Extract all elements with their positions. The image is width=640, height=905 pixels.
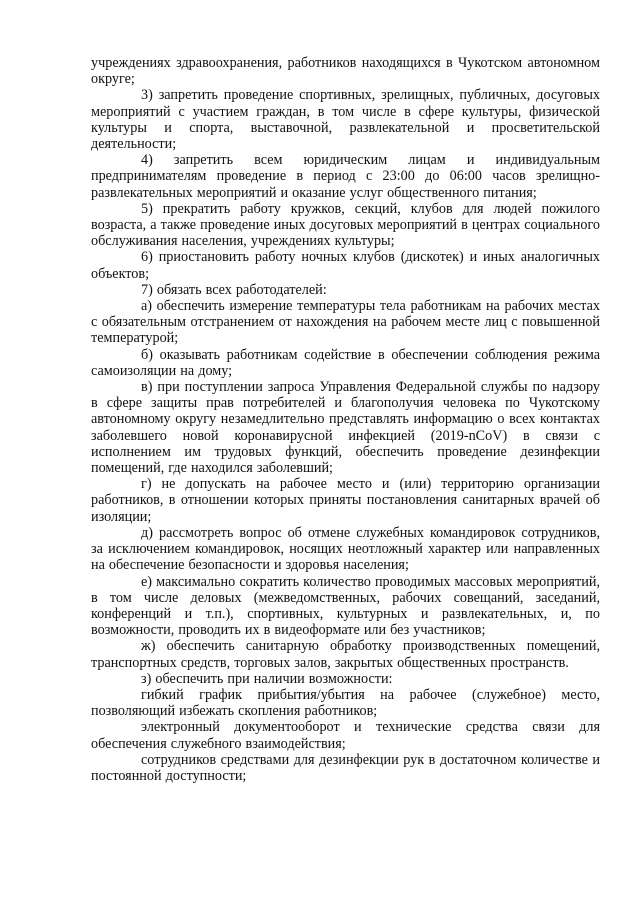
paragraph-subitem-a: а) обеспечить измерение температуры тела работникам на рабочих местах с обязательным отстранением от нахождения на рабочем месте лиц с повышенной температурой; bbox=[91, 298, 600, 347]
paragraph-electronic-docs: электронный документооборот и технические средства связи для обеспечения служебного взаимодействия; bbox=[91, 719, 600, 752]
paragraph-subitem-zh: ж) обеспечить санитарную обработку производственных помещений, транспортных средств, торговых залов, закрытых общественных пространств. bbox=[91, 638, 600, 671]
paragraph-item-3: 3) запретить проведение спортивных, зрелищных, публичных, досуговых мероприятий с участием граждан, в том числе в сфере культуры, физической культуры и спорта, выставочной, развлекательной и просветительской деятельности; bbox=[91, 87, 600, 153]
paragraph-subitem-e: е) максимально сократить количество проводимых массовых мероприятий, в том числе деловых (межведомственных, рабочих совещаний, заседаний, конференций и т.п.), спортивных, культурных и развлекательных, и, по возможности, проводить их в видеоформате или без участников; bbox=[91, 573, 600, 639]
paragraph-item-5: 5) прекратить работу кружков, секций, клубов для людей пожилого возраста, а также проведение иных досуговых мероприятий в центрах социального обслуживания населения, учреждениях культуры; bbox=[91, 200, 600, 250]
paragraph-disinfection: сотрудников средствами для дезинфекции рук в достаточном количестве и постоянной доступности; bbox=[91, 751, 600, 784]
paragraph-subitem-z: з) обеспечить при наличии возможности: bbox=[141, 670, 393, 687]
paragraph-subitem-b: б) оказывать работникам содействие в обеспечении соблюдения режима самоизоляции на дому; bbox=[91, 346, 600, 379]
paragraph-item-6: 6) приостановить работу ночных клубов (дискотек) и иных аналогичных объектов; bbox=[91, 249, 600, 282]
paragraph-item-4: 4) запретить всем юридическим лицам и индивидуальным предпринимателям проведение в период с 23:00 до 06:00 часов зрелищно-развлекательных мероприятий и оказание услуг общественного питания; bbox=[91, 152, 600, 201]
paragraph-item-7: 7) обязать всех работодателей: bbox=[141, 281, 327, 298]
paragraph-subitem-d: д) рассмотреть вопрос об отмене служебных командировок сотрудников, за исключением командировок, носящих неотложный характер или направленных на обеспечение безопасности и здоровья населения; bbox=[91, 524, 600, 574]
paragraph-subitem-g: г) не допускать на рабочее место и (или) территорию организации работников, в отношении которых приняты постановления санитарных врачей об изоляции; bbox=[91, 476, 600, 525]
paragraph-flexible-schedule: гибкий график прибытия/убытия на рабочее (служебное) место, позволяющий избежать скопления работников; bbox=[91, 686, 600, 720]
paragraph-continuation: учреждениях здравоохранения, работников находящихся в Чукотском автономном округе; bbox=[91, 55, 600, 88]
paragraph-subitem-v: в) при поступлении запроса Управления Федеральной службы по надзору в сфере защиты прав потребителей и благополучия человека по Чукотскому автономному округу незамедлительно представлять информацию о всех контактах заболевшего новой коронавирусной инфекцией (2019-nCoV) в связи с исполнением им трудовых функций, обеспечить проведение дезинфекции помещений, где находился заболевший; bbox=[91, 379, 600, 477]
